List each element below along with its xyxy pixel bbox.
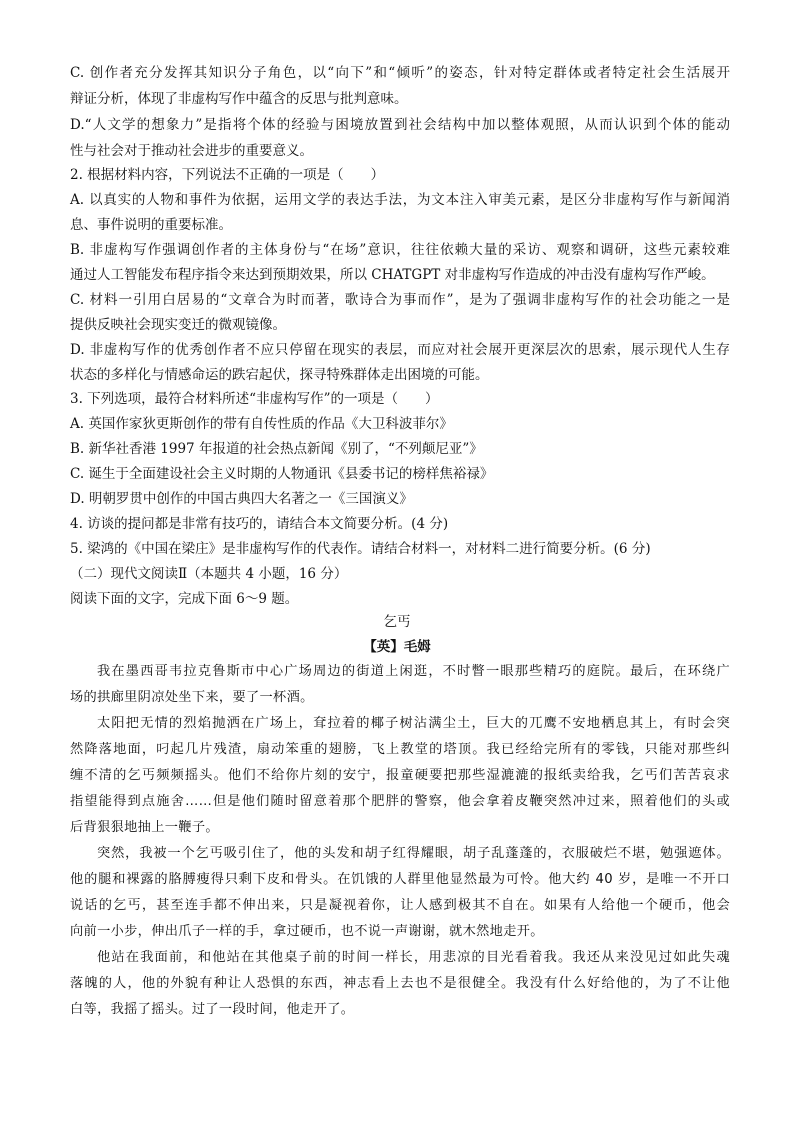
q2-option-a-line-2: 息、事件说明的重要标准。 [70, 217, 232, 233]
q2-option-d-line-2: 状态的多样化与情感命运的跌宕起伏，探寻特殊群体走出困境的可能。 [70, 367, 489, 383]
q1-option-d-line-1: D.“人文学的想象力”是指将个体的经验与困境放置到社会结构中加以整体观照，从而认识到个体的能动 [70, 117, 730, 133]
q1-option-c-line-2: 辩证分析，体现了非虚构写作中蕴含的反思与批判意味。 [70, 91, 408, 107]
q1-option-d-line-2: 性与社会对于推动社会进步的重要意义。 [70, 143, 313, 159]
q2-option-b-line-1: B. 非虚构写作强调创作者的主体身份与“在场”意识，往往依赖大量的采访、观察和调研，这些元素较难 [70, 242, 730, 258]
story-p3-line-4: 向前一小步，伸出爪子一样的手，拿过硬币，也不说一声谢谢，就木然地走开。 [70, 924, 544, 939]
story-p4-line-2: 落魄的人，他的外貌有种让人恐惧的东西，神志看上去也不是很健全。我没有什么好给他的，为了不让他 [70, 976, 730, 991]
story-p2-line-3: 缠不清的乞丐频频摇头。他们不给你片刻的安宁，报童硬要把那些湿漉漉的报纸卖给我，乞丐们苦苦哀求 [70, 768, 730, 783]
q1-option-c-line-1: C. 创作者充分发挥其知识分子角色，以“向下”和“倾听”的姿态，针对特定群体或者特定社会生活展开 [70, 65, 730, 81]
story-p2-line-1: 太阳把无情的烈焰抛洒在广场上，耷拉着的椰子树沾满尘土，巨大的兀鹰不安地栖息其上，有时会突 [97, 716, 730, 731]
q3-option-c: C. 诞生于全面建设社会主义时期的人物通讯《县委书记的榜样焦裕禄》 [70, 466, 494, 482]
q5-stem: 5. 梁鸿的《中国在梁庄》是非虚构写作的代表作。请结合材料一，对材料二进行简要分析。(6 分) [70, 541, 651, 557]
story-p2-line-4: 指望能得到点施舍……但是他们随时留意着那个肥胖的警察，他会拿着皮鞭突然冲过来，照着他们的头或 [70, 794, 730, 809]
q4-stem: 4. 访谈的提问都是非常有技巧的，请结合本文简要分析。(4 分) [70, 516, 449, 532]
q2-option-b-line-2: 通过人工智能发布程序指令来达到预期效果，所以 CHATGPT 对非虚构写作造成的冲击没有虚构写作严峻。 [70, 267, 715, 283]
story-p3-line-1: 突然，我被一个乞丐吸引住了，他的头发和胡子红得耀眼，胡子乱蓬蓬的，衣服破烂不堪，勉强遮体。 [97, 846, 730, 861]
story-title: 乞丐 [383, 614, 411, 630]
q2-option-a-line-1: A. 以真实的人物和事件为依据，运用文学的表达手法，为文本注入审美元素，是区分非虚构写作与新闻消 [70, 192, 730, 208]
story-p3-line-3: 说话的乞丐，甚至连手都不伸出来，只是凝视着你，让人感到极其不自在。如果有人给他一个硬币，他会 [70, 898, 730, 913]
q3-option-d: D. 明朝罗贯中创作的中国古典四大名著之一《三国演义》 [70, 491, 413, 507]
q3-option-a: A. 英国作家狄更斯创作的带有自传性质的作品《大卫科波菲尔》 [70, 416, 453, 432]
story-p1-line-2: 场的拱廊里阴凉处坐下来，要了一杯酒。 [70, 690, 314, 705]
q2-option-c-line-2: 提供反映社会现实变迁的微观镜像。 [70, 317, 286, 333]
q2-option-d-line-1: D. 非虚构写作的优秀创作者不应只停留在现实的表层，而应对社会展开更深层次的思索，展示现代人生存 [70, 342, 730, 358]
story-p1-line-1: 我在墨西哥韦拉克鲁斯市中心广场周边的街道上闲逛，不时瞥一眼那些精巧的庭院。最后，在环绕广 [97, 664, 730, 679]
story-p4-line-3: 白等，我摇了摇头。过了一段时间，他走开了。 [70, 1002, 355, 1017]
story-p3-line-2: 他的腿和裸露的胳膊瘦得只剩下皮和骨头。在饥饿的人群里他显然最为可怜。他大约 40 岁，是唯一不开口 [70, 872, 730, 887]
q2-stem: 2. 根据材料内容，下列说法不正确的一项是（ ） [70, 167, 385, 183]
q2-option-c-line-1: C. 材料一引用白居易的“文章合为时而著，歌诗合为事而作”，是为了强调非虚构写作的社会功能之一是 [70, 292, 730, 308]
section-heading: （二）现代文阅读Ⅱ（本题共 4 小题，16 分） [70, 566, 348, 582]
section-instruction: 阅读下面的文字，完成下面 6～9 题。 [70, 591, 299, 607]
story-p4-line-1: 他站在我面前，和他站在其他桌子前的时间一样长，用悲凉的目光看着我。我还从来没见过如此失魂 [97, 950, 730, 965]
story-p2-line-5: 后背狠狠地抽上一鞭子。 [70, 820, 219, 835]
story-p2-line-2: 然降落地面，叼起几片残渣，扇动笨重的翅膀，飞上教堂的塔顶。我已经给完所有的零钱，只能对那些纠 [70, 742, 730, 757]
q3-option-b: B. 新华社香港 1997 年报道的社会热点新闻《别了，“不列颠尼亚”》 [70, 441, 483, 457]
q3-stem: 3. 下列选项，最符合材料所述“非虚构写作”的一项是（ ） [70, 391, 439, 407]
story-author: 【英】毛姆 [363, 639, 431, 655]
